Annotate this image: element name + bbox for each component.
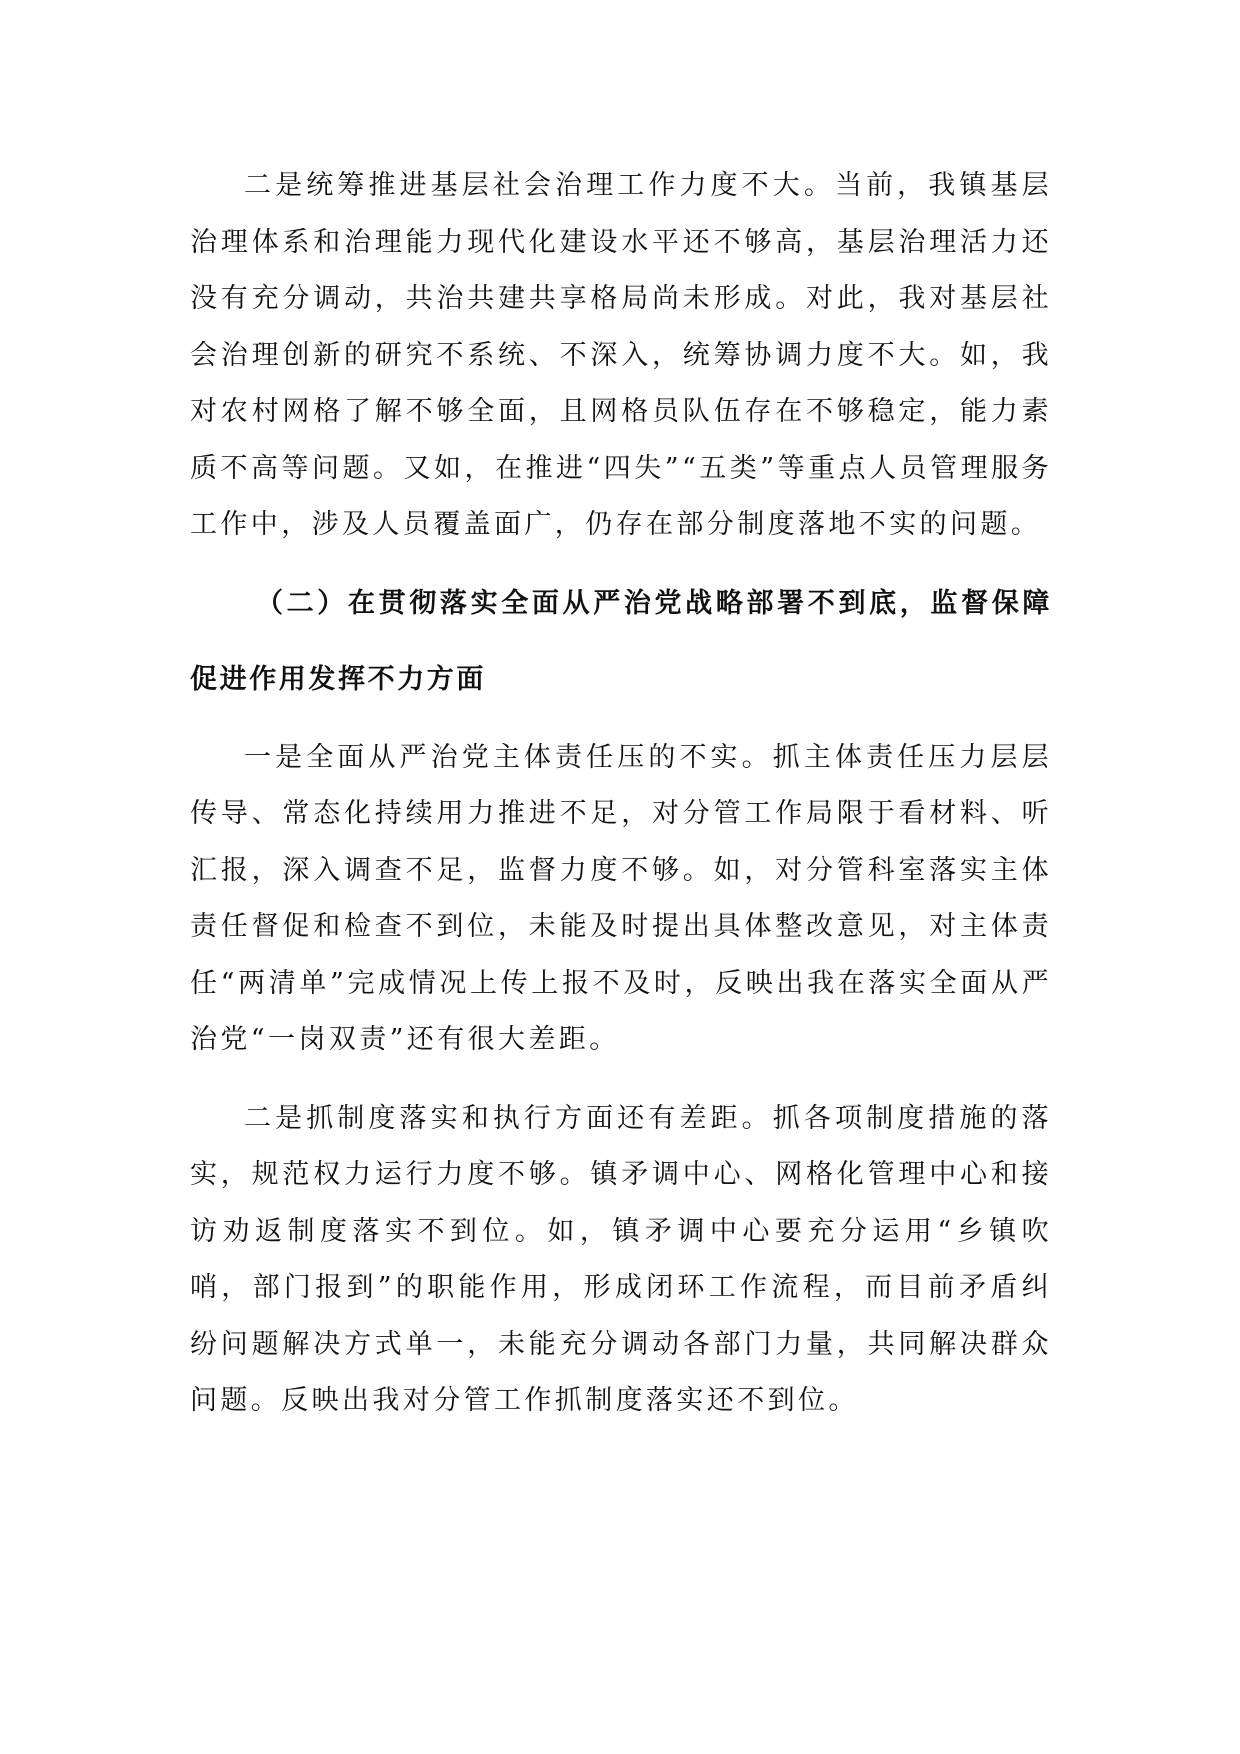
document-body bbox=[190, 158, 1052, 1430]
paragraph-system-implementation: 二是抓制度落实和执行方面还有差距。抓各项制度措施的落实，规范权力运行力度不够。镇矛调中心、网格化管理中心和接访劝返制度落实不到位。如，镇矛调中心要充分运用“乡镇吹哨，部门报到”的职能作用，形成闭环工作流程，而目前矛盾纠纷问题解决方式单一，未能充分调动各部门力量，共同解决群众问题。反映出我对分管工作抓制度落实还不到位。 bbox=[190, 1102, 1052, 1416]
paragraph-main-responsibility: 一是全面从严治党主体责任压的不实。抓主体责任压力层层传导、常态化持续用力推进不足，对分管工作局限于看材料、听汇报，深入调查不足，监督力度不够。如，对分管科室落实主体责任督促和检查不到位，未能及时提出具体整改意见，对主体责任“两清单”完成情况上传上报不及时，反映出我在落实全面从严治党“一岗双责”还有很大差距。 bbox=[190, 741, 1052, 1055]
section-heading-2: （二）在贯彻落实全面从严治党战略部署不到底，监督保障促进作用发挥不力方面 bbox=[190, 587, 1052, 695]
paragraph-grassroots-governance: 二是统筹推进基层社会治理工作力度不大。当前，我镇基层治理体系和治理能力现代化建设水平还不够高，基层治理活力还没有充分调动，共治共建共享格局尚未形成。对此，我对基层社会治理创新的研究不系统、不深入，统筹协调力度不大。如，我对农村网格了解不够全面，且网格员队伍存在不够稳定，能力素质不高等问题。又如，在推进“四失”“五类”等重点人员管理服务工作中，涉及人员覆盖面广，仍存在部分制度落地不实的问题。 bbox=[190, 170, 1052, 540]
